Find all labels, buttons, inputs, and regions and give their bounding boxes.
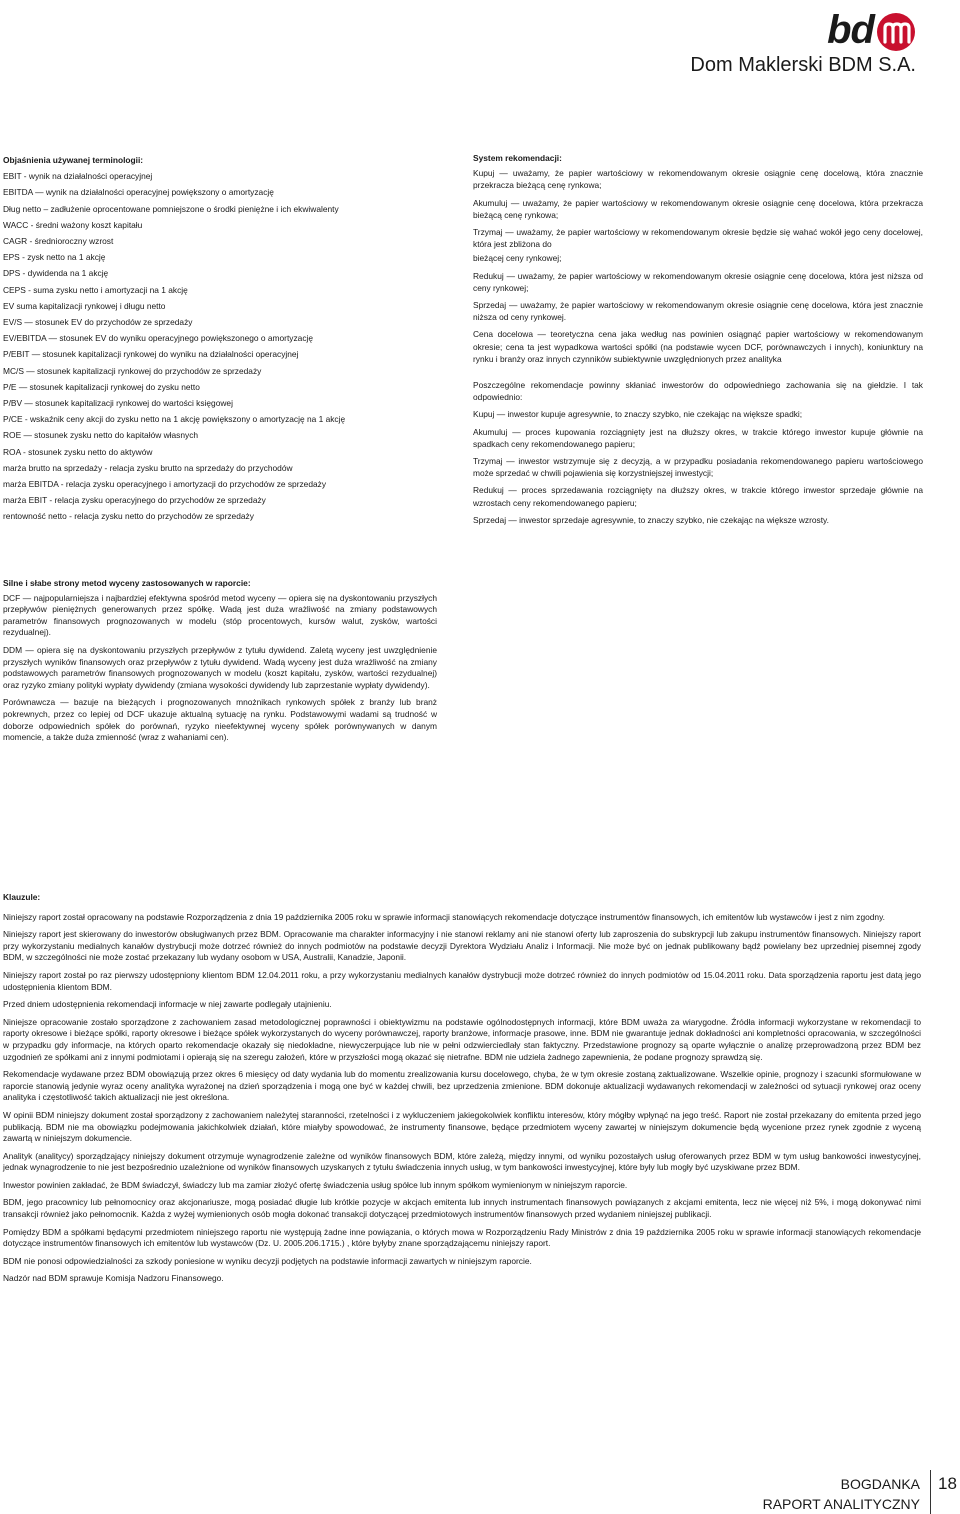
terminology-item: MC/S — stosunek kapitalizacji rynkowej do przychodów ze sprzedaży <box>3 365 262 376</box>
target-price-definition: Cena docelowa — teoretyczna cena jaka według nas powinien osiągnąć papier wartościowy w rekomendowanym okresie; cena ta jest wypadkowa wartości spółki (na podstawie wycen DCF, porównawczych i innych), koniunktury na rynku i branży oraz innych czynników subiektywnie uwzględnionych przez analityka <box>473 329 923 364</box>
disclaimer-title: Klauzule: <box>3 892 41 902</box>
footer-company: BOGDANKA <box>840 1476 920 1492</box>
valuation-method-paragraph: DDM — opiera się na dyskontowaniu przyszłych przepływów z tytułu dywidend. Zaletą wyceny jest uwzględnienie przyszłych wyników finansowych oraz przepływów z tytułu dywidend. Wadą wyceny jest duża wrażliwość na zmiany podstawowych parametrów finansowych prognozowanych w modelu (koszt kapitału, zysków, wartości rezydualnej) oraz ryzyko zmiany polityki wypłaty dywidendy (zmiana wysokości dywidendy lub zaprzestanie wypłaty dywidendy). <box>3 644 437 690</box>
disclaimer-section <box>3 892 921 1291</box>
terminology-item: marża brutto na sprzedaży - relacja zysku brutto na sprzedaży do przychodów <box>3 462 293 473</box>
disclaimer-paragraph: Nadzór nad BDM sprawuje Komisja Nadzoru Finansowego. <box>3 1273 224 1284</box>
disclaimer-paragraph: Pomiędzy BDM a spółkami będącymi przedmiotem niniejszego raportu nie występują żadne inne powiązania, o których mowa w Rozporządzeniu Rady Ministrów z dnia 19 października 2005 roku w sprawie informacji stanowiących rekomendacje dotyczące instrumentów finansowych ich emitentów lub wystawców (Dz. U. 2005.206.1715.) , które byłyby znane sporządzającemu niniejszy raport. <box>3 1226 921 1249</box>
terminology-item: WACC - średni ważony koszt kapitału <box>3 219 143 230</box>
valuation-methods-title: Silne i słabe strony metod wyceny zastosowanych w raporcie: <box>3 578 251 588</box>
terminology-item: EV/EBITDA — stosunek EV do wyniku operacyjnego powiększonego o amortyzację <box>3 333 314 344</box>
disclaimer-paragraph: W opinii BDM niniejszy dokument został sporządzony z zachowaniem należytej staranności, rzetelności i z wykluczeniem jakiegokolwiek konfliktu interesów, który mógłby wpłynąć na jego treść. Raport nie został przekazany do emitenta przed jego publikacją. BDM nie ma obowiązku podejmowania jakichkolwiek działań, które miałyby spowodować, że instrumenty finansowe, będące przedmiotem wyceny zawartej w niniejszym dokumencie będą wycenione przez rynek zgodnie z wyceną zawartą w niniejszym dokumencie. <box>3 1109 921 1144</box>
terminology-item: EPS - zysk netto na 1 akcję <box>3 252 106 263</box>
terminology-item: P/EBIT — stosunek kapitalizacji rynkowej do wyniku na działalności operacyjnej <box>3 349 299 360</box>
footer-divider <box>930 1470 931 1514</box>
recommendation-definition: bieżącej ceny rynkowej; <box>473 253 562 264</box>
recommendation-definition: Trzymaj — uważamy, że papier wartościowy w rekomendowanym okresie będzie się wahać wokół jego ceny docelowej, która jest zbliżona do <box>473 227 923 250</box>
terminology-item: DPS - dywidenda na 1 akcję <box>3 268 109 279</box>
terminology-item: P/E — stosunek kapitalizacji rynkowej do zysku netto <box>3 381 200 392</box>
logo-text: bd <box>827 8 874 52</box>
terminology-item: EV/S — stosunek EV do przychodów ze sprzedaży <box>3 317 193 328</box>
terminology-item: CAGR - średnioroczny wzrost <box>3 236 114 247</box>
bdm-logo <box>690 8 916 76</box>
disclaimer-paragraph: Niniejszy raport jest skierowany do inwestorów obsługiwanych przez BDM. Opracowanie ma charakter informacyjny i nie stanowi reklamy ani nie stanowi oferty lub zaproszenia do subskrypcji lub zakupu instrumentów finansowych. Niniejszy raport przy wykorzystaniu medialnych kanałów dystrybucji może dotrzeć również do innych podmiotów na podstawie decyzji Dyrektora Wydziału Analiz i Informacji. Nie może być on jednak publikowany bądź powielany bez uprzedniej pisemnej zgody BDM, w szczególności nie może zostać przekazany lub wydany osobom w USA, Australii, Kanadzie, Japonii. <box>3 929 921 963</box>
logo-m-icon <box>876 12 916 52</box>
recommendation-definition: Kupuj — uważamy, że papier wartościowy w rekomendowanym okresie osiągnie cenę docelową, która znacznie przekracza bieżącą cenę rynkowa; <box>473 168 923 191</box>
terminology-item: ROE — stosunek zysku netto do kapitałów własnych <box>3 430 199 441</box>
recommendation-behaviour: Redukuj — proces sprzedawania rozciągnięty na dłuższy okres, w trakcie którego inwestor sprzedaje głównie na wzrostach ceny rekomendowanego papieru; <box>473 485 923 508</box>
terminology-item: marża EBITDA - relacja zysku operacyjnego i amortyzacji do przychodów ze sprzedaży <box>3 479 327 490</box>
disclaimer-paragraph: Inwestor powinien zakładać, że BDM świadczył, świadczy lub ma zamiar złożyć ofertę świadczenia usług spółce lub innym spółkom wymienionym w niniejszym raporcie. <box>3 1179 628 1190</box>
terminology-section <box>3 152 445 525</box>
terminology-item: P/BV — stosunek kapitalizacji rynkowej do wartości księgowej <box>3 398 233 409</box>
disclaimer-paragraph: BDM, jego pracownicy lub pełnomocnicy oraz akcjonariusze, mogą posiadać długie lub krótkie pozycje w akcjach emitenta lub innych instrumentach finansowych powiązanych z akcjami emitenta, lecz nie więcej niż 5%, i mogą dokonywać nimi transakcji również jako pełnomocnik. Każda z wyżej wymienionych osób mogła dokonać transakcji dotyczącej przedmiotowych instrumentów finansowych przed wydaniem niniejszej publikacji. <box>3 1197 921 1220</box>
disclaimer-paragraph: Przed dniem udostępnienia rekomendacji informacje w niej zawarte podlegały utajnieniu. <box>3 999 332 1010</box>
terminology-item: EBITDA — wynik na działalności operacyjnej powiększony o amortyzację <box>3 187 274 198</box>
page-footer <box>763 1474 920 1514</box>
recommendation-behaviour: Akumuluj — proces kupowania rozciągnięty jest na dłuższy okres, w trakcie którego inwestor kupuje głównie na spadkach ceny rekomendowanego papieru; <box>473 426 923 449</box>
footer-report-type: RAPORT ANALITYCZNY <box>762 1496 920 1512</box>
disclaimer-paragraph: BDM nie ponosi odpowiedzialności za szkody poniesione w wyniku decyzji podjętych na podstawie informacji zawartych w niniejszym raporcie. <box>3 1255 532 1266</box>
recommendation-system-section <box>473 152 923 531</box>
valuation-methods-section <box>3 578 437 750</box>
terminology-item: CEPS - suma zysku netto i amortyzacji na 1 akcję <box>3 284 188 295</box>
disclaimer-paragraph: Analityk (analitycy) sporządzający niniejszy dokument otrzymuje wynagrodzenie zależne od wyników finansowych BDM, które zależą, między innymi, od wyniku pozostałych usług oferowanych przez BDM w tym usług bankowości inwestycyjnej, jednak wynagrodzenie to nie jest bezpośrednio uzależnione od wyników finansowych uzyskanych z tytułu świadczenia innych usług, w tym bankowości inwestycyjnej, które były lub mogły być uzyskiwane przez BDM. <box>3 1150 921 1173</box>
terminology-item: P/CE - wskaźnik ceny akcji do zysku netto na 1 akcję powiększony o amortyzację na 1 akcję <box>3 414 346 425</box>
terminology-item: ROA - stosunek zysku netto do aktywów <box>3 446 153 457</box>
terminology-item: Dług netto – zadłużenie oprocentowane pomniejszone o środki pieniężne i ich ekwiwalenty <box>3 203 339 214</box>
recommendation-behaviour: Trzymaj — inwestor wstrzymuje się z decyzją, a w przypadku posiadania rekomendowanego papieru wartościowego może sprzedać w chwili pojawienia się korzystniejszej inwestycji; <box>473 456 923 479</box>
logo-mark <box>827 8 916 52</box>
terminology-item: rentowność netto - relacja zysku netto do przychodów ze sprzedaży <box>3 511 254 522</box>
recommendation-definition: Sprzedaj — uważamy, że papier wartościowy w rekomendowanym okresie osiągnie cenę docelowa, która jest znacznie niższa od ceny rynkowej. <box>473 300 923 323</box>
recommendation-behaviour-intro: Poszczególne rekomendacje powinny skłaniać inwestorów do odpowiedniego zachowania się na giełdzie. I tak odpowiednio: <box>473 380 923 403</box>
disclaimer-paragraph: Rekomendacje wydawane przez BDM obowiązują przez okres 6 miesięcy od daty wydania lub do momentu zrealizowania kursu docelowego, chyba, że w tym okresie zostaną zaktualizowane. Wszelkie opinie, prognozy i szacunki sformułowane w raporcie stanowią jedynie wyraz oceny analityka wyrażonej na dzień sporządzenia i mogą one być w każdej chwili, bez uprzedzenia zmienione. BDM dokonuje aktualizacji wydawanych rekomendacji w zależności od sytuacji rynkowej oraz oceny analityka i częstotliwość takich aktualizacji nie jest określona. <box>3 1069 921 1103</box>
page-number: 18 <box>938 1474 957 1493</box>
valuation-method-paragraph: DCF — najpopularniejsza i najbardziej efektywna spośród metod wyceny — opiera się na dyskontowaniu przyszłych przepływów pieniężnych generowanych przez spółkę. Wadą jest duża wrażliwość na zmiany podstawowych parametrów finansowych prognozowanych w modelu (stóp procentowych, kursów walut, zysków, wartości rezydualnej). <box>3 592 437 638</box>
terminology-item: marża EBIT - relacja zysku operacyjnego do przychodów ze sprzedaży <box>3 495 266 506</box>
recommendation-behaviour: Sprzedaj — inwestor sprzedaje agresywnie, to znaczy szybko, nie czekając na większe wzrosty. <box>473 514 829 525</box>
recommendation-definition: Redukuj — uważamy, że papier wartościowy w rekomendowanym okresie osiągnie cenę docelowa, która jest niższa od ceny rynkowej; <box>473 270 923 293</box>
disclaimer-paragraph: Niniejsze opracowanie zostało sporządzone z zachowaniem zasad metodologicznej poprawności i obiektywizmu na podstawie ogólnodostępnych informacji, które BDM uważa za wiarygodne. Źródła informacji wykorzystane w rekomendacji to raporty okresowe i bieżące spółki, raporty okresowe i bieżące spółek wykorzystanych do wyceny porównawczej, raporty branżowe, informacje prasowe, inne. BDM nie gwarantuje jednak dokładności ani kompletności opracowania, w szczególności w przypadku gdy informacje, na których oparto rekomendacje okazały się niedokładne, niewyczerpujące lub nie w pełni odzwierciedlały stan faktyczny. Przedstawione prognozy są oparte wyłącznie o analizę przeprowadzoną przez BDM bez uzgodnień ze spółkami ani z innymi podmiotami i opierają się na szeregu założeń, które w przyszłości mogą okazać się nietrafne. BDM nie udziela żadnego zapewnienia, że podane prognozy sprawdzą się. <box>3 1016 921 1062</box>
recommendation-definition: Akumuluj — uważamy, że papier wartościowy w rekomendowanym okresie osiągnie cenę docelowa, która przekracza bieżącą cenę rynkowa; <box>473 197 923 220</box>
disclaimer-paragraph: Niniejszy raport został po raz pierwszy udostępniony klientom BDM 12.04.2011 roku, a przy wykorzystaniu medialnych kanałów dystrybucji może dotrzeć również do innych podmiotów od 15.04.2011 roku. Data sporządzenia raportu jest datą jego udostępnienia klientom BDM. <box>3 969 921 992</box>
terminology-title: Objaśnienia używanej terminologii: <box>3 155 144 165</box>
recommendation-system-title: System rekomendacji: <box>473 153 562 163</box>
company-name: Dom Maklerski BDM S.A. <box>690 54 916 76</box>
terminology-item: EBIT - wynik na działalności operacyjnej <box>3 171 153 182</box>
valuation-method-paragraph: Porównawcza — bazuje na bieżących i prognozowanych mnożnikach rynkowych spółek z branży lub branż pokrewnych, przez co lepiej od DCF ukazuje aktualną sytuację na rynku. Podstawowymi wadami są trudność w doborze odpowiednich spółek do porównań, ryzyko nieefektywnej wyceny spółek porównywanych w danym momencie, a także duża zmienność (wraz z wahaniami cen). <box>3 697 437 743</box>
recommendation-behaviour: Kupuj — inwestor kupuje agresywnie, to znaczy szybko, nie czekając na większe spadki; <box>473 409 803 420</box>
terminology-item: EV suma kapitalizacji rynkowej i długu netto <box>3 300 166 311</box>
disclaimer-paragraph: Niniejszy raport został opracowany na podstawie Rozporządzenia z dnia 19 października 2005 roku w sprawie informacji stanowiących rekomendacje dotyczące instrumentów finansowych, ich emitentów lub wystawców i jest z nim zgodny. <box>3 911 885 922</box>
